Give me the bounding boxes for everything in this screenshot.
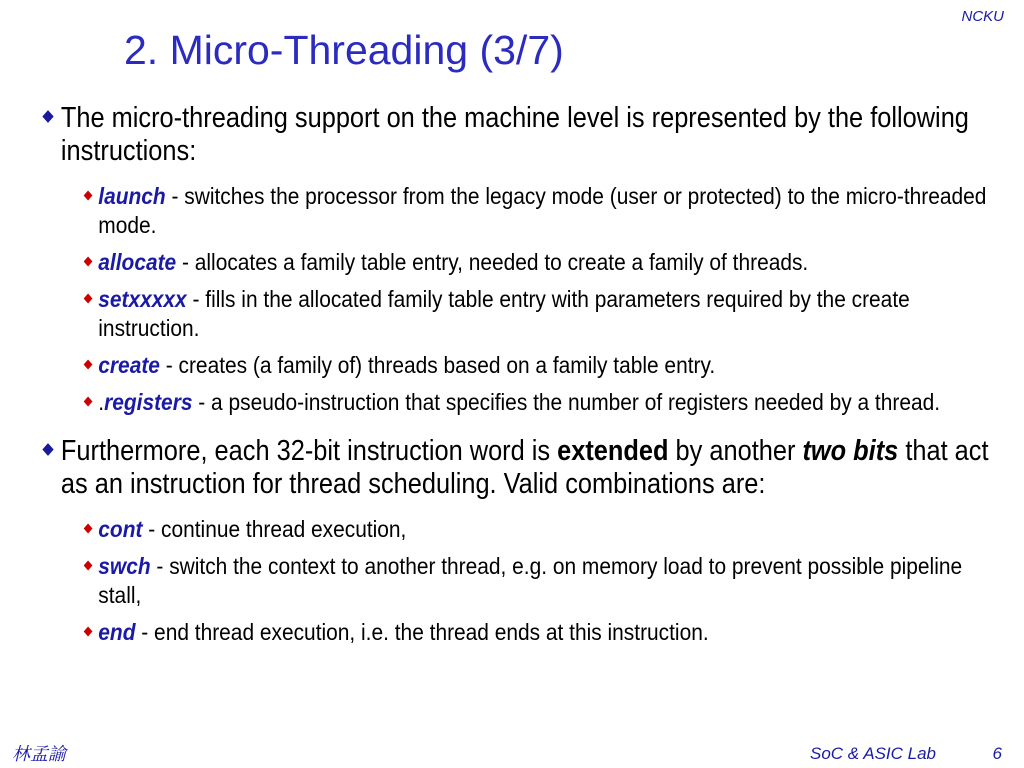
diamond-bullet-icon [84,294,93,304]
bullet-instructions [44,102,1022,168]
diamond-bullet-icon [84,191,93,201]
instruction-description: - allocates a family table entry, needed to create a family of threads. [176,249,809,275]
diamond-bullet-icon [84,524,93,534]
diamond-bullet-icon [84,627,93,637]
instruction-description: - continue thread execution, [142,516,407,542]
bullet-text: Furthermore, each 32-bit instruction word is [60,435,558,467]
bullet-extension [44,435,1022,501]
page-number: 6 [992,744,1002,763]
instruction-keyword: allocate [98,249,177,275]
diamond-bullet-icon [42,110,53,123]
sub-bullet-launch [44,182,997,240]
bold-term: extended [557,435,669,467]
instruction-description: - a pseudo-instruction that specifies the number of registers needed by a thread. [192,389,941,415]
instruction-description: - switch the context to another thread, e.g. on memory load to prevent possible pipeline stall, [98,553,963,608]
bullet-text: by another [668,435,803,467]
instruction-keyword: create [98,352,160,378]
instruction-description: - fills in the allocated family table entry with parameters required by the create instruction. [98,286,910,341]
instruction-keyword: end [98,619,136,645]
instruction-keyword: setxxxxx [98,286,187,312]
bullet-text: The micro-threading support on the machine level is represented by the following instructions: [60,102,969,167]
sub-bullet-create [44,351,997,380]
instruction-keyword: launch [98,183,166,209]
instruction-description: - creates (a family of) threads based on a family table entry. [159,352,716,378]
footer-lab: SoC & ASIC Lab [810,744,936,763]
sub-bullet-registers [44,388,997,417]
sub-bullet-swch [44,552,997,610]
institution-label: NCKU [961,8,1004,25]
diamond-bullet-icon [84,360,93,370]
sub-bullet-allocate [44,248,997,277]
instruction-description: - switches the processor from the legacy mode (user or protected) to the micro-threaded mode. [98,183,987,238]
sub-bullet-end [44,618,997,647]
slide-title: 2. Micro-Threading (3/7) [124,27,564,73]
bold-italic-term: two bits [802,435,899,467]
sub-bullet-cont [44,515,997,544]
instruction-description: - end thread execution, i.e. the thread ends at this instruction. [135,619,709,645]
diamond-bullet-icon [84,257,93,267]
footer-author: 林孟諭 [12,744,66,765]
bullet-text: that act as an instruction for thread scheduling. Valid combinations are: [60,435,989,500]
instruction-keyword: cont [98,516,143,542]
diamond-bullet-icon [84,561,93,571]
sub-bullet-prefix: . [98,389,105,415]
sub-bullet-setxxxxx [44,285,997,343]
instruction-keyword: swch [98,553,151,579]
slide-content [44,102,1004,647]
instruction-keyword: registers [104,389,193,415]
diamond-bullet-icon [84,397,93,407]
diamond-bullet-icon [42,443,53,456]
